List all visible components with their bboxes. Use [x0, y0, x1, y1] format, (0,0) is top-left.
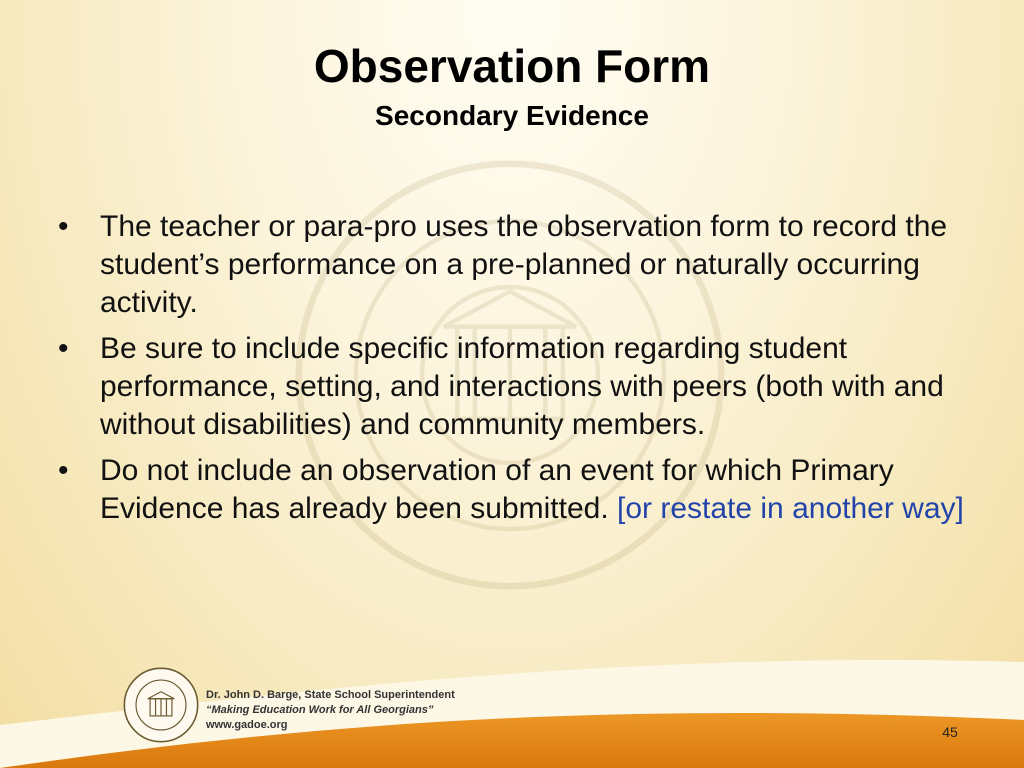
footer-superintendent: Dr. John D. Barge, State School Superintendent: [206, 689, 455, 701]
bullet-dot-icon: •: [58, 210, 69, 243]
bullet-dot-icon: •: [58, 332, 69, 365]
footer-tagline: “Making Education Work for All Georgians”: [206, 704, 434, 716]
bullet-note: [or restate in another way]: [617, 492, 964, 525]
bullet-text: Do not include an observation of an event for which Primary Evidence has already been submitted.: [100, 454, 894, 525]
bullet-item: [58, 452, 978, 528]
title-block: [0, 38, 1024, 136]
footer-text: [206, 688, 455, 733]
slide-subtitle: Secondary Evidence: [375, 100, 649, 131]
bullet-item: [58, 330, 978, 444]
footer-website: www.gadoe.org: [206, 719, 288, 731]
bullet-item: [58, 208, 978, 322]
slide-title: Observation Form: [313, 40, 711, 92]
bullet-text: Be sure to include specific information regarding student performance, setting, and interactions with peers (both with and without disabilities) and community members.: [100, 332, 944, 441]
bullet-text: The teacher or para-pro uses the observation form to record the student’s performance on a pre-planned or naturally occurring activity.: [100, 210, 948, 319]
department-of-education-logo: [122, 666, 200, 744]
bullet-dot-icon: •: [58, 454, 69, 487]
bullet-list: [58, 208, 978, 536]
page-number: 45: [942, 724, 958, 740]
